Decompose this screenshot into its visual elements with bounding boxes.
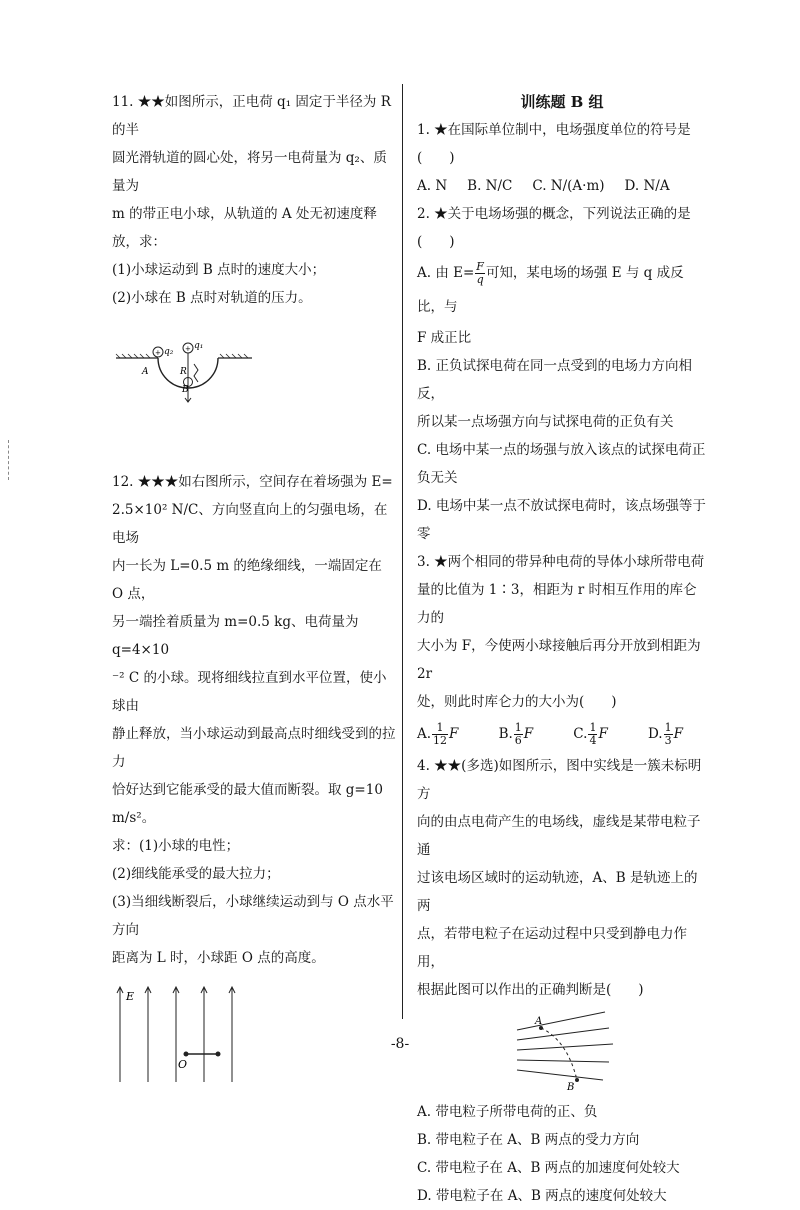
fig11-label-R: R: [180, 367, 187, 377]
b4-line-3: 过该电场区域时的运动轨迹，A、B 是轨迹上的两: [417, 870, 698, 914]
question-11: [112, 88, 397, 424]
b4-option-a: A. 带电粒子所带电荷的正、负: [417, 1104, 598, 1120]
q12-sub-3b: 距离为 L 时，小球距 O 点的高度。: [112, 950, 325, 966]
b2-option-b-line2: 所以某一点场强方向与试探电荷的正负有关: [417, 414, 674, 430]
b3-line-2: 量的比值为 1∶3，相距为 r 时相互作用的库仑力的: [417, 582, 697, 626]
b3-c-num: 1: [589, 721, 597, 734]
b2-option-b-line1: B. 正负试探电荷在同一点受到的电场力方向相反，: [417, 358, 693, 402]
b3-option-b: [499, 716, 534, 752]
q11-sub-2: (2)小球在 B 点时对轨道的压力。: [112, 290, 312, 306]
question-b4: [417, 752, 707, 1210]
b2-stem: 2. ★关于电场场强的概念，下列说法正确的是: [417, 206, 691, 222]
q12-line-5: ⁻² C 的小球。现将细线拉直到水平位置，使小球由: [112, 670, 387, 714]
group-title: 训练题 B 组: [520, 93, 604, 111]
q12-sub-1: 求：(1)小球的电性；: [112, 838, 240, 854]
binding-margin-line: [8, 440, 9, 480]
q11-line-1: 11. ★★如图所示，正电荷 q₁ 固定于半径为 R 的半: [112, 94, 391, 138]
q12-line-7: 恰好达到它能承受的最大值而断裂。取 g=10 m/s²。: [112, 782, 383, 826]
question-12: [112, 468, 397, 1084]
q12-line-4: 另一端拴着质量为 m=0.5 kg、电荷量为 q=4×10: [112, 614, 359, 658]
q12-line-6: 静止释放，当小球运动到最高点时细线受到的拉力: [112, 726, 396, 770]
b2-option-a: [417, 256, 707, 324]
b3-a-den: 12: [433, 734, 448, 747]
b2-option-c-line1: C. 电场中某一点的场强与放入该点的试探电荷正: [417, 442, 706, 458]
b3-d-den: 3: [664, 734, 672, 747]
b2-a-numerator: F: [476, 260, 484, 273]
b4-option-c: C. 带电粒子在 A、B 两点的加速度何处较大: [417, 1160, 680, 1176]
q11-semicircle-track-figure: [112, 334, 292, 424]
b3-c-den: 4: [589, 734, 597, 747]
b2-a-denominator: q: [476, 273, 484, 286]
b3-d-label: D.: [647, 726, 663, 742]
b1-paren: ( ): [417, 150, 455, 166]
b3-a-num: 1: [432, 722, 448, 735]
fig12-label-O: O: [178, 1058, 188, 1071]
b2-a-fraction: [475, 261, 485, 286]
b3-line-3: 大小为 F，今使两小球接触后再分开放到相距为 2r: [417, 638, 701, 682]
question-b2: [417, 200, 707, 548]
left-column: [112, 88, 397, 1084]
b1-option-c: C. N/(A·m): [532, 178, 605, 194]
q12-line-1: 12. ★★★如右图所示，空间存在着场强为 E=: [112, 474, 393, 490]
b1-option-b: B. N/C: [467, 178, 513, 194]
fig11-label-B: B: [182, 385, 189, 395]
b3-option-d: [648, 716, 683, 752]
b2-option-d-line2: 零: [417, 526, 431, 542]
b3-d-num: 1: [664, 721, 672, 734]
q11-line-2: 圆光滑轨道的圆心处，将另一电荷量为 q₂、质量为: [112, 150, 387, 194]
b3-c-label: C.: [573, 726, 588, 742]
b3-option-a: [417, 716, 458, 752]
fig12-label-E: E: [126, 990, 135, 1003]
b1-stem: 1. ★在国际单位制中，电场强度单位的符号是: [417, 122, 691, 138]
b3-c-suffix: F: [598, 726, 608, 742]
b3-d-suffix: F: [673, 726, 683, 742]
b1-option-d: D. N/A: [624, 178, 670, 194]
svg-text:+: +: [155, 349, 161, 357]
fig11-label-q2: q₂: [164, 347, 174, 357]
question-b1: [417, 116, 707, 200]
b3-b-suffix: F: [523, 726, 534, 742]
b2-a-prefix: A. 由 E=: [417, 265, 475, 281]
b4-line-2: 向的由点电荷产生的电场线，虚线是某带电粒子通: [417, 814, 701, 858]
b3-b-den: 6: [514, 734, 522, 747]
fig-b4-label-A: A: [535, 1016, 543, 1027]
b3-c-fraction: [588, 722, 597, 747]
b3-line-4: 处，则此时库仑力的大小为( ): [417, 694, 617, 710]
q12-sub-2: (2)细线能承受的最大拉力；: [112, 866, 280, 882]
b2-paren: ( ): [417, 234, 455, 250]
b4-line-1: 4. ★★(多选)如图所示，图中实线是一簇未标明方: [417, 758, 702, 802]
b1-options: [417, 172, 707, 200]
b3-a-suffix: F: [449, 726, 459, 742]
question-b3: [417, 548, 707, 752]
b3-d-fraction: [664, 722, 673, 747]
q12-line-2: 2.5×10² N/C、方向竖直向上的匀强电场，在电场: [112, 502, 388, 546]
q11-line-3: m 的带正电小球，从轨道的 A 处无初速度释放，求：: [112, 206, 377, 250]
b3-a-fraction: [432, 722, 448, 747]
b4-option-b: B. 带电粒子在 A、B 两点的受力方向: [417, 1132, 640, 1148]
svg-text:+: +: [185, 345, 191, 353]
fig11-label-A: A: [142, 367, 149, 377]
b4-line-4: 点，若带电粒子在运动过程中只受到静电力作用，: [417, 926, 687, 970]
b2-a-suffix: 可知，某电场的场强 E 与 q 成反比，与: [417, 265, 684, 315]
b2-option-d-line1: D. 电场中某一点不放试探电荷时，该点场强等于: [417, 498, 706, 514]
q12-sub-3a: (3)当细线断裂后，小球继续运动到与 O 点水平方向: [112, 894, 394, 938]
q12-line-3: 内一长为 L=0.5 m 的绝缘细线，一端固定在 O 点，: [112, 558, 382, 602]
b3-a-label: A.: [417, 726, 432, 742]
b3-option-c: [573, 716, 608, 752]
q11-sub-1: (1)小球运动到 B 点时的速度大小；: [112, 262, 326, 278]
b3-options: [417, 716, 707, 752]
fig11-label-q1: q₁: [194, 341, 204, 351]
q12-electric-field-figure: [112, 984, 272, 1084]
fig-b4-label-B: B: [567, 1082, 575, 1090]
b2-option-c-line2: 负无关: [417, 470, 458, 486]
b3-b-fraction: [514, 722, 523, 747]
b4-line-5: 根据此图可以作出的正确判断是( ): [417, 982, 644, 998]
b1-option-a: A. N: [417, 178, 448, 194]
b3-b-num: 1: [514, 721, 522, 734]
b2-option-a-line2: F 成正比: [417, 330, 472, 346]
column-divider: [402, 84, 403, 1019]
page-number: -8-: [390, 1036, 410, 1052]
b3-b-label: B.: [498, 726, 513, 742]
b4-option-d: D. 带电粒子在 A、B 两点的速度何处较大: [417, 1188, 667, 1204]
b3-line-1: 3. ★两个相同的带异种电荷的导体小球所带电荷: [417, 554, 705, 570]
